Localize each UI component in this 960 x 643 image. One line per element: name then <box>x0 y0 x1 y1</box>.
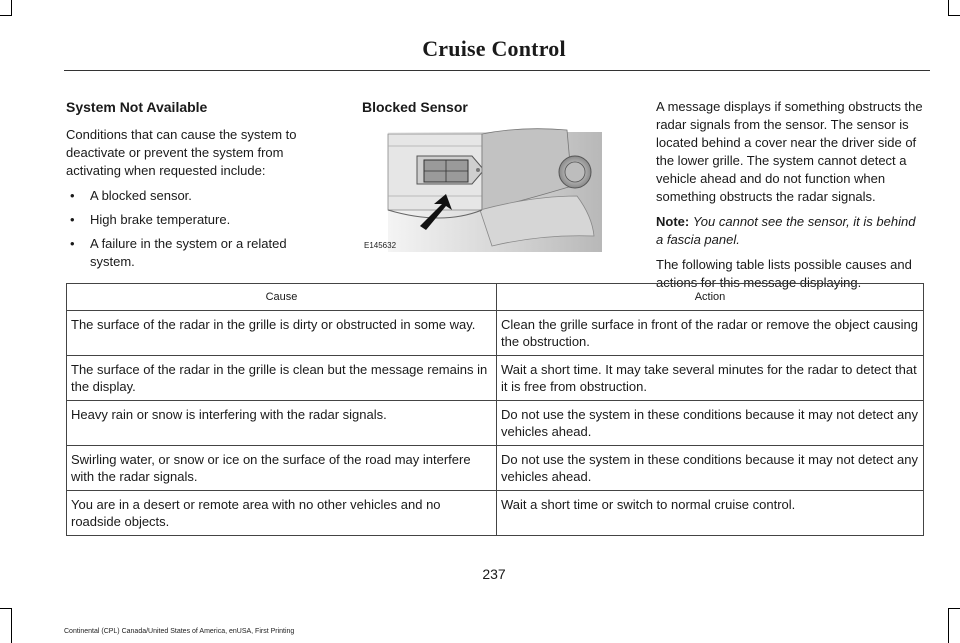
table-header-row <box>67 284 924 311</box>
middle-column <box>362 98 612 126</box>
figure-code: E145632 <box>364 241 397 250</box>
table-row <box>67 311 924 356</box>
list-item: • A blocked sensor. <box>66 187 324 205</box>
cause-cell: The surface of the radar in the grille is dirty or obstructed in some way. <box>67 311 497 356</box>
crop-mark <box>948 608 960 609</box>
cause-cell: The surface of the radar in the grille is clean but the message remains in the display. <box>67 356 497 401</box>
crop-mark <box>0 608 12 609</box>
left-column <box>66 98 324 277</box>
right-column <box>656 98 926 299</box>
list-item: • High brake temperature. <box>66 211 324 229</box>
cause-cell: You are in a desert or remote area with no other vehicles and no roadside objects. <box>67 491 497 536</box>
action-cell: Wait a short time or switch to normal cruise control. <box>497 491 924 536</box>
crop-mark <box>11 608 12 643</box>
cause-cell: Heavy rain or snow is interfering with the radar signals. <box>67 401 497 446</box>
table-row <box>67 446 924 491</box>
table-row <box>67 491 924 536</box>
causes-actions-table <box>66 283 924 536</box>
action-cell: Do not use the system in these conditions because it may not detect any vehicles ahead. <box>497 446 924 491</box>
crop-mark <box>0 15 12 16</box>
conditions-list <box>66 187 324 271</box>
list-item: • A failure in the system or a related system. <box>66 235 324 271</box>
section-heading: Blocked Sensor <box>362 99 468 115</box>
note-text: You cannot see the sensor, it is behind a fascia panel. <box>656 214 916 247</box>
column-header-action: Action <box>497 284 924 311</box>
column-header-cause: Cause <box>67 284 497 311</box>
crop-mark <box>948 608 949 643</box>
description-text: A message displays if something obstructs the radar signals from the sensor. The sensor is located behind a cover near the driver side of the lower grille. The system cannot detect a vehicle ahead and do not function when something obstructs the radar signals. <box>656 99 923 204</box>
action-cell: Wait a short time. It may take several minutes for the radar to detect that it is free from obstruction. <box>497 356 924 401</box>
note <box>656 213 926 249</box>
crop-mark <box>948 15 960 16</box>
note-label: Note: <box>656 214 690 229</box>
table-row <box>67 401 924 446</box>
header-rule <box>64 70 930 71</box>
table-row <box>67 356 924 401</box>
table-intro-text: The following table lists possible causes and actions for this message displaying. <box>656 257 912 290</box>
footer-text: Continental (CPL) Canada/United States of America, enUSA, First Printing <box>64 628 295 635</box>
page-title: Cruise Control <box>422 36 566 61</box>
action-cell: Clean the grille surface in front of the radar or remove the object causing the obstruction. <box>497 311 924 356</box>
grille-sensor-illustration <box>362 126 602 256</box>
page-number: 237 <box>482 566 506 582</box>
intro-text: Conditions that can cause the system to deactivate or prevent the system from activating when requested include: <box>66 127 297 178</box>
crop-mark <box>11 0 12 16</box>
section-heading: System Not Available <box>66 99 208 115</box>
cause-cell: Swirling water, or snow or ice on the surface of the road may interfere with the radar signals. <box>67 446 497 491</box>
crop-mark <box>948 0 949 16</box>
action-cell: Do not use the system in these conditions because it may not detect any vehicles ahead. <box>497 401 924 446</box>
